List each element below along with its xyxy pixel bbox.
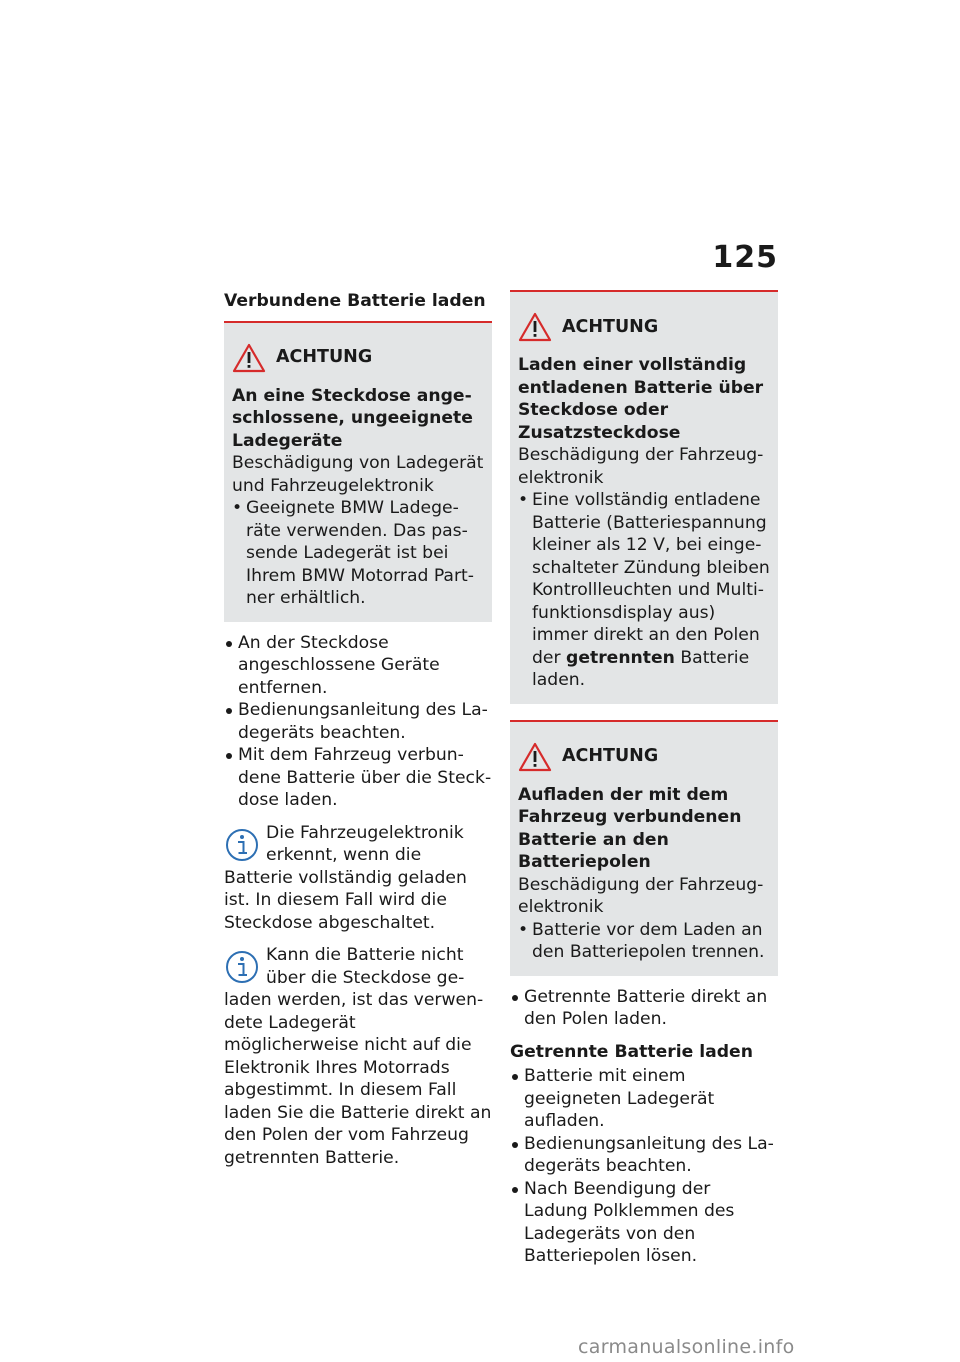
warning-title: Aufladen der mit dem Fahrzeug verbundenen Batterie an den Batteriepolen: [518, 784, 742, 872]
warning-box: [224, 321, 492, 622]
list-item: Batterie mit einem geeigneten Ladegerät aufladen.: [510, 1065, 778, 1133]
warning-triangle-icon: [518, 312, 552, 342]
info-note: [224, 822, 492, 935]
warning-triangle-icon: [518, 742, 552, 772]
list-item: Nach Beendigung der Ladung Polklemmen des Ladegeräts von den Batteriepolen lösen.: [510, 1178, 778, 1268]
info-text: Kann die Batterie nicht über die Steckdose geladen werden, ist das verwendete Ladegerät möglicherweise nicht auf die Elektronik Ihres Motorrads abgestimmt. In diesem Fall laden Sie die Batterie direkt an den Polen der vom Fahrzeug getrennten Batterie.: [224, 945, 492, 1168]
list-item: Mit dem Fahrzeug verbundene Batterie über die Steckdose laden.: [224, 744, 492, 812]
list-item: Bedienungsanleitung des Ladegeräts beachten.: [510, 1133, 778, 1178]
page-number: 125: [712, 240, 778, 275]
warning-box: [510, 720, 778, 976]
left-column: [224, 290, 492, 1175]
item-text: Eine vollständig entladene Batterie (Batteriespannung kleiner als 12 V, bei eingeschalteter Zündung bleiben Kontrollleuchten und Multifunktionsdisplay aus) immer direkt an den Polen der: [532, 490, 770, 668]
warning-list: [518, 919, 770, 964]
right-column: [510, 290, 778, 1274]
warning-text: Beschädigung von Ladegerät und Fahrzeugelektronik: [232, 453, 484, 496]
warning-header: [518, 742, 770, 772]
info-icon: [224, 824, 262, 864]
list-item: Getrennte Batterie direkt an den Polen laden.: [510, 986, 778, 1031]
warning-box: [510, 290, 778, 704]
warning-label: ACHTUNG: [562, 746, 659, 767]
info-text: Die Fahrzeugelektronik erkennt, wenn die Batterie vollständig geladen ist. In diesem Fall wird die Steckdose abgeschaltet.: [224, 822, 467, 933]
warning-list: [518, 489, 770, 692]
warning-list: [232, 497, 484, 610]
warning-header: [232, 343, 484, 373]
info-icon: [224, 946, 262, 986]
list-item: An der Steckdose angeschlossene Geräte entfernen.: [224, 632, 492, 700]
warning-header: [518, 312, 770, 342]
item-emphasis: getrennten: [566, 647, 675, 668]
list-item: [518, 489, 770, 692]
list-item: • Batterie vor dem Laden an den Batteriepolen trennen.: [518, 919, 770, 964]
watermark: carmanualsonline.info: [578, 1336, 795, 1358]
warning-label: ACHTUNG: [276, 347, 373, 368]
info-note: [224, 944, 492, 1169]
list-item: • Geeignete BMW Ladegeräte verwenden. Das passende Ladegerät ist bei Ihrem BMW Motorrad Partner erhältlich.: [232, 497, 484, 610]
item-text-end: Batterie laden.: [532, 647, 750, 690]
warning-label: ACHTUNG: [562, 316, 659, 337]
step-list: [510, 986, 778, 1031]
step-list: [224, 632, 492, 812]
warning-text: Beschädigung der Fahrzeugelektronik: [518, 874, 764, 917]
warning-text: Beschädigung der Fahrzeugelektronik: [518, 445, 764, 488]
section-heading: Getrennte Batterie laden: [510, 1041, 753, 1062]
warning-title: Laden einer vollständig entladenen Batterie über Steckdose oder Zusatzsteckdose: [518, 355, 764, 443]
step-list: [510, 1065, 778, 1268]
warning-title: An eine Steckdose angeschlossene, ungeeignete Ladegeräte: [232, 385, 473, 451]
warning-triangle-icon: [232, 343, 266, 373]
section-heading: Verbundene Batterie laden: [224, 291, 486, 311]
list-item: Bedienungsanleitung des Ladegeräts beachten.: [224, 699, 492, 744]
